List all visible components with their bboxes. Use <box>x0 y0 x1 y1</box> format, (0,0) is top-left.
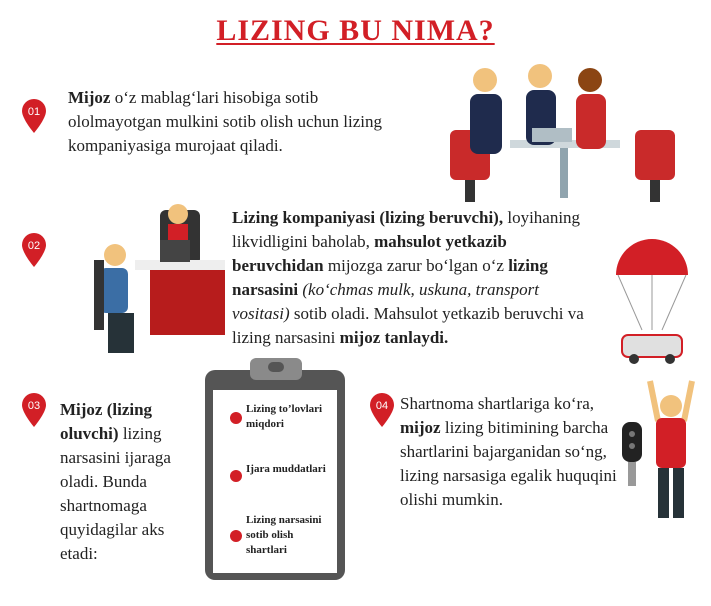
step-3-text: Mijoz (lizing oluvchi) lizing narsasini ijaraga oladi. Bunda shartnomaga quyidagilar aks etadi: <box>60 400 171 563</box>
step-02-pin-icon <box>20 232 48 268</box>
svg-text:03: 03 <box>27 400 41 412</box>
business-meeting-illustration <box>440 60 690 210</box>
step-04-pin-icon <box>368 392 396 428</box>
step-2-text: Lizing kompaniyasi (lizing beruvchi), loyihaning likvidligini baholab, mahsulot yetkazib beruvchidan mijozga zarur bo‘lgan o‘z lizing narsasini (ko‘chmas mulk, uskuna, transport vositasi) sotib oladi. Mahsulot yetkazib beruvchi va lizing narsasini mijoz tanlaydi. <box>232 208 584 347</box>
svg-text:01: 01 <box>27 106 41 118</box>
clipboard-item: Ijara muddatlari <box>246 463 326 475</box>
svg-text:04: 04 <box>375 400 389 412</box>
step-03-pin-icon <box>20 392 48 428</box>
clipboard-item: Lizing narsasini sotib olish shartlari <box>246 514 322 556</box>
happy-person-illustration <box>640 376 702 526</box>
clipboard-item: Lizing to’lovlari miqdori <box>246 403 323 430</box>
bullet-dot <box>230 470 242 482</box>
svg-text:02: 02 <box>27 240 41 252</box>
step-1-text: Mijoz o‘z mablag‘lari hisobiga sotib ololmayotgan mulkini sotib olish uchun lizing kompaniyasiga murojaat qiladi. <box>68 88 383 155</box>
step-4-text: Shartnoma shartlariga ko‘ra, mijoz lizing bitimining barcha shartlarini bajarganidan so‘ng, lizing narsasiga egalik huquqini olishi mumkin. <box>400 394 617 509</box>
parachute-car-illustration <box>612 235 692 375</box>
clipboard-clip-hole <box>268 362 284 372</box>
step-01-pin-icon <box>20 98 48 134</box>
office-desk-illustration <box>80 200 230 365</box>
bullet-dot <box>230 530 242 542</box>
page-title: LIZING BU NIMA? <box>216 14 495 47</box>
bullet-dot <box>230 412 242 424</box>
